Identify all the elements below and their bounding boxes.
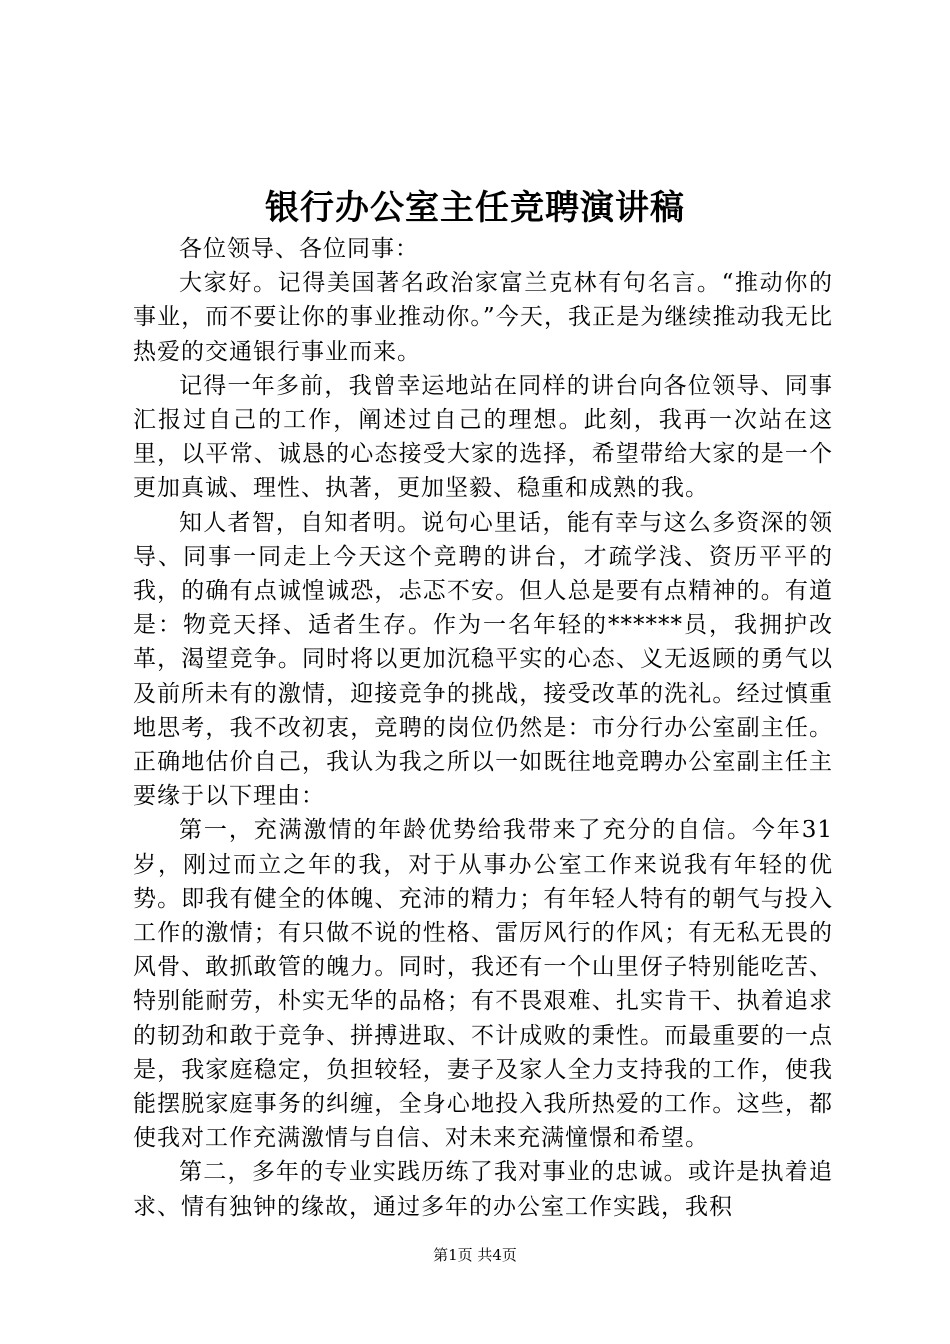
paragraph-review: 记得一年多前，我曾幸运地站在同样的讲台向各位领导、同事汇报过自己的工作，阐述过自己的理想。此刻，我再一次站在这里，以平常、诚恳的心态接受大家的选择，希望带给大家的是一个更加真诚、理性、执著，更加坚毅、稳重和成熟的我。 — [133, 372, 833, 502]
document-title: 银行办公室主任竞聘演讲稿 — [265, 188, 685, 228]
document-body — [133, 232, 833, 1224]
paragraph-reason-two: 第二，多年的专业实践历练了我对事业的忠诚。或许是执着追求、情有独钟的缘故，通过多年的办公室工作实践，我积 — [133, 1159, 833, 1220]
paragraph-salutation: 各位领导、各位同事： — [179, 236, 419, 262]
paragraph-self-assessment: 知人者智，自知者明。说句心里话，能有幸与这么多资深的领导、同事一同走上今天这个竞聘的讲台，才疏学浅、资历平平的我，的确有点诚惶诚恐，忐忑不安。但人总是要有点精神的。有道是：物竞天择、适者生存。作为一名年轻的******员，我拥护改革，渴望竞争。同时将以更加沉稳平实的心态、义无返顾的勇气以及前所未有的激情，迎接竞争的挑战，接受改革的洗礼。经过慎重地思考，我不改初衷，竞聘的岗位仍然是：市分行办公室副主任。正确地估价自己，我认为我之所以一如既往地竞聘办公室副主任主要缘于以下理由： — [133, 509, 833, 810]
page-footer: 第1页 共4页 — [433, 1246, 517, 1264]
paragraph-reason-one: 第一，充满激情的年龄优势给我带来了充分的自信。今年31岁，刚过而立之年的我，对于从事办公室工作来说我有年轻的优势。即我有健全的体魄、充沛的精力；有年轻人特有的朝气与投入工作的激情；有只做不说的性格、雷厉风行的作风；有无私无畏的风骨、敢抓敢管的魄力。同时，我还有一个山里伢子特别能吃苦、特别能耐劳，朴实无华的品格；有不畏艰难、扎实肯干、执着追求的韧劲和敢于竞争、拼搏进取、不计成败的秉性。而最重要的一点是，我家庭稳定，负担较轻，妻子及家人全力支持我的工作，使我能摆脱家庭事务的纠缠，全身心地投入我所热爱的工作。这些，都使我对工作充满激情与自信、对未来充满憧憬和希望。 — [133, 817, 833, 1152]
paragraph-opening: 大家好。记得美国著名政治家富兰克林有句名言。“推动你的事业，而不要让你的事业推动你。”今天，我正是为继续推动我无比热爱的交通银行事业而来。 — [133, 270, 833, 365]
